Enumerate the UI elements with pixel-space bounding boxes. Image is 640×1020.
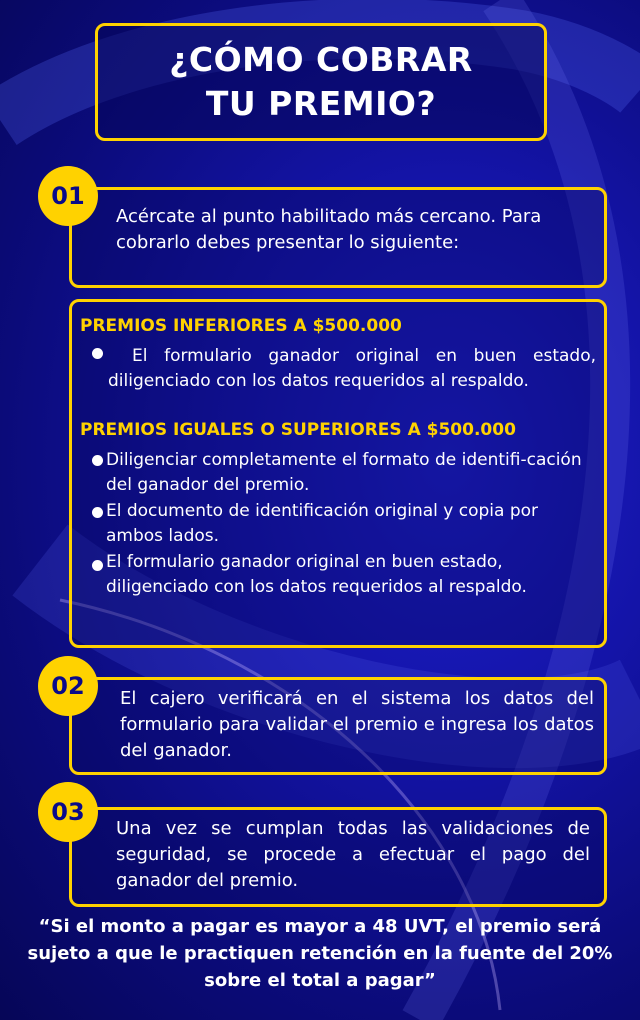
title-box <box>95 23 547 141</box>
step-3-text: Una vez se cumplan todas las validaciones de seguridad, se procede a efectuar el pago del ganador del premio. <box>116 818 590 891</box>
step-2-box <box>69 677 607 775</box>
step-2-badge: 02 <box>38 656 98 716</box>
step-1-box <box>69 187 607 288</box>
step-1-badge: 01 <box>38 166 98 226</box>
step-1-text: Acércate al punto habilitado más cercano. Para cobrarlo debes presentar lo siguiente: <box>116 206 542 253</box>
requirements-box <box>69 299 607 648</box>
bullet-dot <box>92 348 103 359</box>
higher-item-3: El formulario ganador original en buen estado, diligenciado con los datos requeridos al respaldo. <box>106 552 527 597</box>
step-2-text: El cajero verificará en el sistema los datos del formulario para validar el premio e ingresa los datos del ganador. <box>120 688 594 761</box>
step-3-badge: 03 <box>38 782 98 842</box>
lower-item-1: El formulario ganador original en buen estado, diligenciado con los datos requeridos al respaldo. <box>108 346 596 391</box>
step-3-box <box>69 807 607 907</box>
higher-item-1: Diligenciar completamente el formato de identifi-cación del ganador del premio. <box>106 450 582 495</box>
withholding-note: “Si el monto a pagar es mayor a 48 UVT, el premio será sujeto a que le practiquen retención en la fuente del 20% sobre el total a pagar” <box>27 916 613 991</box>
lower-prize-heading: PREMIOS INFERIORES A $500.000 <box>80 316 402 336</box>
bullet-dot <box>92 560 103 571</box>
higher-prize-heading: PREMIOS IGUALES O SUPERIORES A $500.000 <box>80 420 516 440</box>
page-title: ¿CÓMO COBRAR TU PREMIO? <box>169 40 473 123</box>
bullet-dot <box>92 455 103 466</box>
higher-item-2: El documento de identificación original y copia por ambos lados. <box>106 501 539 546</box>
bullet-dot <box>92 507 103 518</box>
